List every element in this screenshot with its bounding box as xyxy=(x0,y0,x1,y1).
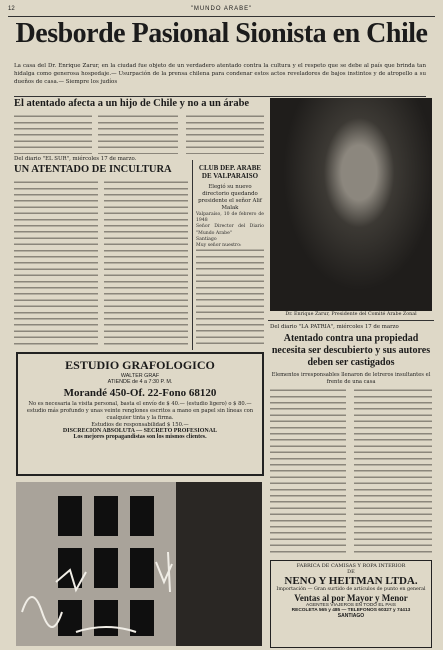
neno-heitman-ad xyxy=(270,560,432,648)
page-number: 12 xyxy=(8,6,15,12)
window-1 xyxy=(58,496,82,536)
club-letter-heading xyxy=(196,212,264,249)
ad-discretion: DISCRECION ABSOLUTA — SECRETO PROFESIONAL xyxy=(62,428,218,434)
ad-title: ESTUDIO GRAFOLOGICO xyxy=(65,358,215,372)
page-header xyxy=(0,4,443,16)
subhead-atentado: El atentado afecta a un hijo de Chile y no a un árabe xyxy=(14,98,250,109)
ad-body: No es necesaria la visita personal, basta el envío de $ 40.— (estudio ligero) o $ 80.— estudio más profundo y unas veinte renglones escritos a mano en papel sin líneas con cualquier tinta y la firma. xyxy=(26,401,254,421)
ad2-agents: AGENTES VIAJEROS EN TODO EL PAIS xyxy=(306,603,396,608)
club-subhead: Elegió su nuevo directorio quedando presidente el señor Alif Malak xyxy=(198,184,262,211)
portrait-caption: Dr. Enrique Zarur, Presidente del Comité Arabe Zonal xyxy=(285,312,417,317)
propiedad-column-2 xyxy=(354,388,432,554)
right-article-rule xyxy=(268,320,434,321)
article-column-2 xyxy=(98,114,178,154)
ad2-company: NENO Y HEITMAN LTDA. xyxy=(284,575,418,587)
propiedad-column-1 xyxy=(270,388,346,554)
ad2-de: DE xyxy=(347,569,355,575)
main-headline: Desborde Pasional Sionista en Chile xyxy=(15,18,428,49)
source-el-sur: Del diario "EL SUR", miércoles 17 de marzo. xyxy=(14,156,137,162)
club-letter-body xyxy=(196,248,264,348)
ad-hours: ATIENDE de 4 a 7:30 P. M. xyxy=(107,379,173,385)
subhead-propiedad: Atentado contra una propiedad necesita ser descubierto y sus autores deben ser castigados xyxy=(271,333,431,368)
incultura-column-2 xyxy=(104,180,188,348)
incultura-column-1 xyxy=(14,180,98,348)
window-3 xyxy=(130,496,154,536)
subhead-incultura: UN ATENTADO DE INCULTURA xyxy=(14,164,172,175)
intro-paragraph: La casa del Dr. Enrique Zarur, en la ciudad fue objeto de un verdadero atentado contra la cultura y el respeto que se debe al país que brinda tan hidalga como generosa hospedaje.— Usurpación de la prensa chilena para condenar estos actos reveladores de bajos instintos y de atropello a su dueños de casa.— Siempre los judíos xyxy=(14,63,426,85)
source-la-patria: Del diario "LA PATRIA", miércoles 17 de marzo xyxy=(270,324,399,330)
ad2-address: RECOLETA 565 y 485 — TELEFONOS 60327 y 74413 xyxy=(291,608,411,613)
propiedad-subtitle: Elementos irresponsables llenaron de letreros insultantes el frente de una casa xyxy=(271,372,431,385)
ad2-import: Importación — Gran surtido de artículos de punto en general xyxy=(276,587,426,592)
club-salutation: Muy señor nuestro: xyxy=(196,243,242,249)
article-column-3 xyxy=(186,114,264,154)
ad-clients: Los mejores propagandistas son los mismos clientes. xyxy=(73,434,207,440)
club-date: Valparaíso, 10 de febrero de 1948 xyxy=(196,212,264,224)
facade-photo xyxy=(16,482,262,646)
ad-notice: Estudios de responsabilidad $ 150.— xyxy=(91,422,189,428)
window-2 xyxy=(94,496,118,536)
ad2-city: SANTIAGO xyxy=(337,613,365,619)
publication-name: "MUNDO ARABE" xyxy=(190,6,253,12)
article-column-1 xyxy=(14,114,92,154)
ad-name: WALTER GRAF xyxy=(120,373,160,379)
graffiti-marks xyxy=(16,542,256,642)
ad2-line1: FABRICA DE CAMISAS Y ROPA INTERIOR xyxy=(296,563,406,569)
club-city: Santiago xyxy=(196,236,217,242)
header-rule xyxy=(8,16,435,17)
intro-rule xyxy=(14,96,426,97)
club-addressee: Señor Director del Diario "Mundo Arabe" xyxy=(196,224,264,236)
club-headline: CLUB DEP. ARABE DE VALPARAISO xyxy=(198,164,262,180)
column-divider xyxy=(192,160,193,350)
grafologico-ad xyxy=(16,352,264,476)
ad2-sales: Ventas al por Mayor y Menor xyxy=(294,593,408,603)
portrait-photo xyxy=(270,98,432,311)
ad-address: Morandé 450-Of. 22-Fono 68120 xyxy=(63,387,217,399)
